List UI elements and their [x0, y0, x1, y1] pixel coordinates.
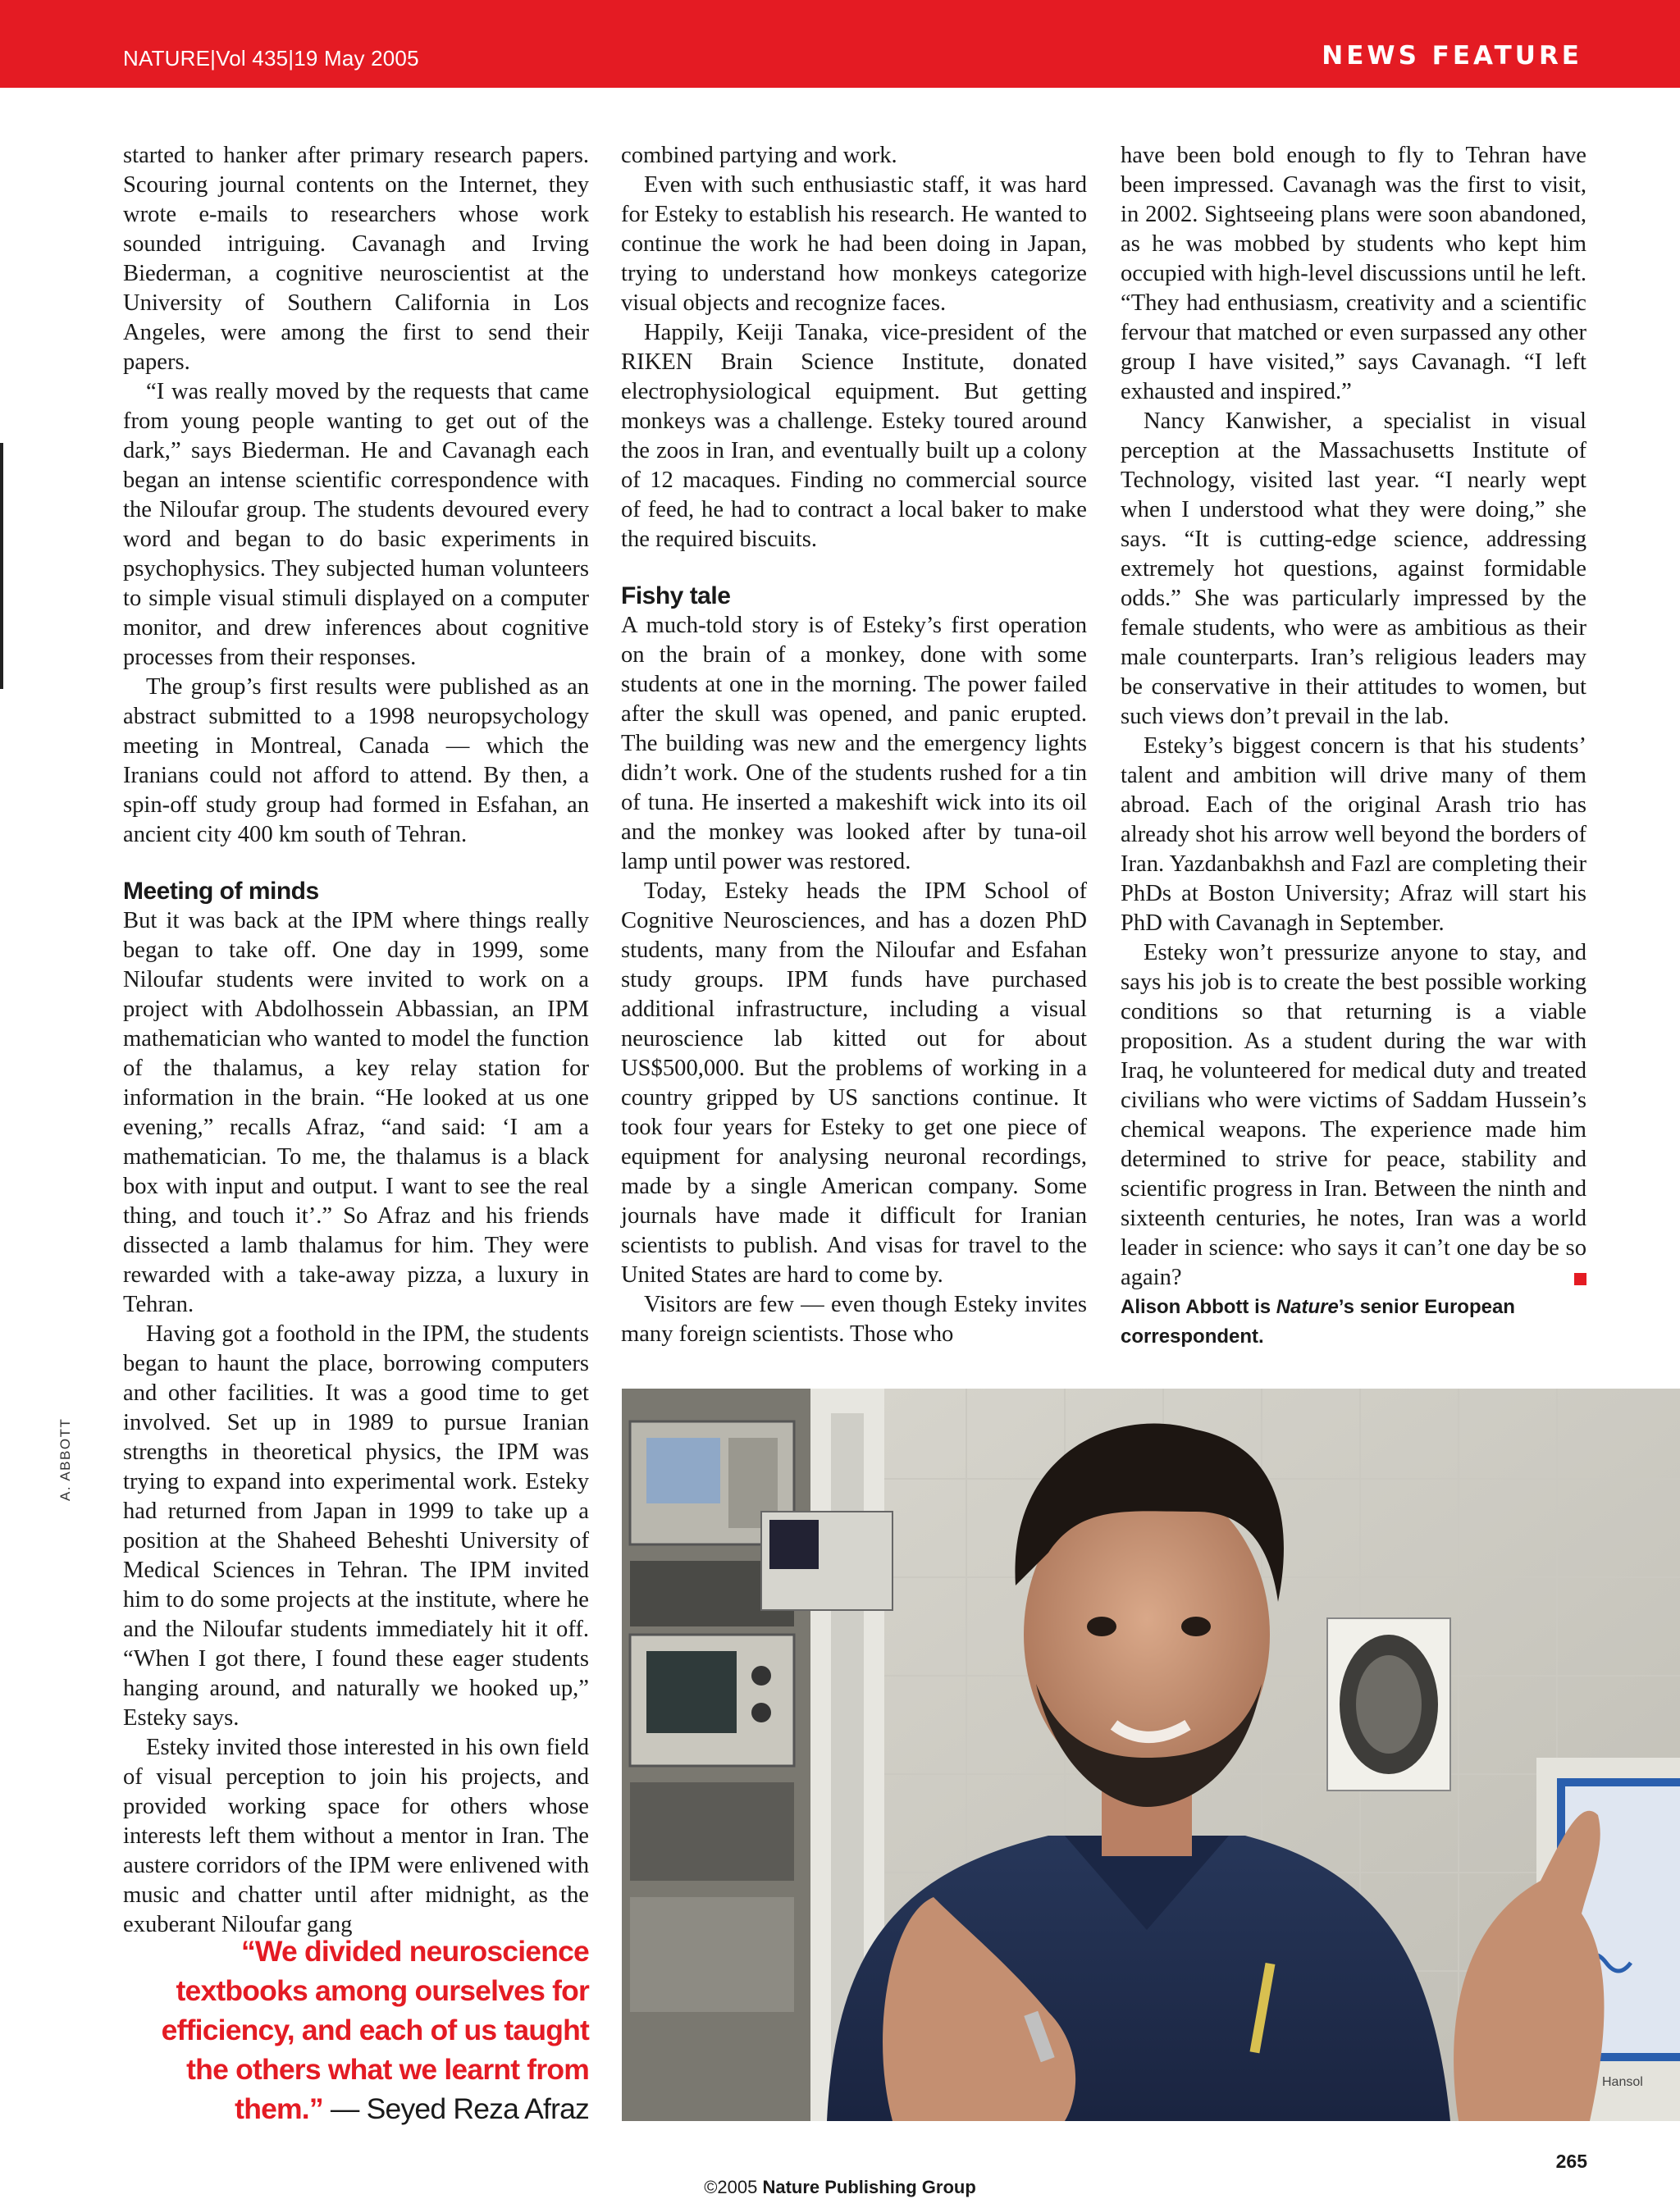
byline-rest: ’s senior European correspondent. [1121, 1296, 1515, 1348]
monitor-brand-label: Hansol [1602, 2075, 1643, 2089]
page-edge-mark [0, 443, 3, 689]
copyright-text: ©2005 [704, 2177, 763, 2197]
paragraph: Nancy Kanwisher, a specialist in visual perception at the Massachusetts Institute of Technology, visited last year. “I nearly wept when I understood what they were doing,” she says. “It is cutting-edge science, addressing extremely hot questions, against formidable odds.” She was particularly impressed by the female students, who were as ambitious as their male counterparts. Iran’s religious leaders may be conservative in their attitudes to women, but such views don’t prevail in the lab. [1121, 408, 1586, 729]
journal-reference: NATURE|Vol 435|19 May 2005 [123, 46, 419, 71]
header-banner [0, 0, 1680, 88]
article-column-3 [1121, 141, 1586, 1352]
end-mark-icon [1574, 1273, 1586, 1285]
paragraph: “I was really moved by the requests that came from young people wanting to get out of the dark,” says Biederman. He and Cavanagh each began an intense scientific correspondence with the Niloufar group. The students devoured every word and began to do basic experiments in psychophysics. They subjected human volunteers to simple visual stimuli displayed on a computer monitor, and drew inferences about cognitive processes from their responses. [123, 379, 589, 670]
photo-credit: A. ABBOTT [57, 1417, 73, 1501]
paragraph: Today, Esteky heads the IPM School of Cognitive Neurosciences, and has a dozen PhD students, many from the Niloufar and Esfahan study groups. IPM funds have purchased additional infrastructure, including a visual neuroscience lab kitted out for about US$500,000. But the problems of working in a country gripped by US sanctions continue. It took four years for Esteky to get one piece of equipment for analysing neuronal recordings, made by a single American company. Some journals have made it difficult for Iranian scientists to publish. And visas for travel to the United States are hard to come by. [621, 878, 1087, 1288]
paragraph: started to hanker after primary research papers. Scouring journal contents on the Internet, they wrote e-mails to researchers whose work sounded intriguing. Cavanagh and Irving Biederman, a cognitive neuroscientist at the University of Southern California in Los Angeles, were among the first to send their papers. [123, 143, 589, 375]
paragraph: combined partying and work. [621, 143, 897, 168]
pull-quote-attribution: — Seyed Reza Afraz [322, 2092, 589, 2125]
publisher-name: Nature Publishing Group [762, 2177, 976, 2197]
paragraph: Even with such enthusiastic staff, it was hard for Esteky to establish his research. He wanted to continue the work he had been doing in Japan, trying to understand how monkeys categorize visual objects and recognize faces. [621, 172, 1087, 316]
page-number: 265 [1555, 2151, 1587, 2172]
paragraph: But it was back at the IPM where things really began to take off. One day in 1999, some Niloufar students were invited to work on a project with Abdolhossein Abbassian, an IPM mathematician who wanted to model the function of the thalamus, a key relay station for information in the brain. “He looked at us one evening,” recalls Afraz, “and said: ‘I am a mathematician. To me, the thalamus is a black box with input and output. I want to see the real thing, and touch it’.” So Afraz and his friends dissected a lamb thalamus for him. They were rewarded with a take-away pizza, a luxury in Tehran. [123, 908, 589, 1317]
scientist-photo [622, 1389, 1680, 2121]
pull-quote-text: “We divided neuroscience textbooks among ourselves for efficiency, and each of us taught the others what we learnt from them.” [161, 1935, 589, 2125]
pull-quote [123, 1932, 589, 2128]
paragraph: Having got a foothold in the IPM, the students began to haunt the place, borrowing computers and other facilities. It was a good time to get involved. Set up in 1989 to pursue Iranian strengths in theoretical physics, the IPM was trying to expand into experimental work. Esteky had returned from Japan in 1999 to take up a position at the Shaheed Beheshti University of Medical Sciences in Tehran. The IPM invited him to do some projects at the institute, where he and the Niloufar students immediately hit it off. “When I got there, I found these eager students hanging around, and naturally we hooked up,” Esteky says. [123, 1321, 589, 1731]
paragraph-final [1121, 938, 1586, 1293]
paragraph: Esteky’s biggest concern is that his students’ talent and ambition will drive many of them abroad. Each of the original Arash trio has already shot his arrow well beyond the borders of Iran. Yazdanbakhsh and Fazl are completing their PhDs at Boston University; Afraz will start his PhD with Cavanagh in September. [1121, 733, 1586, 936]
footer-copyright [0, 2177, 1680, 2198]
paragraph: A much-told story is of Esteky’s first operation on the brain of a monkey, done with some students at one in the morning. The power failed after the skull was opened, and panic erupted. The building was new and the emergency lights didn’t work. One of the students rushed for a tin of tuna. He inserted a makeshift wick into its oil and the monkey was looked after by tuna-oil lamp until power was restored. [621, 613, 1087, 874]
paragraph: Happily, Keiji Tanaka, vice-president of the RIKEN Brain Science Institute, donated electrophysiological equipment. But getting monkeys was a challenge. Esteky toured around the zoos in Iran, and eventually built up a colony of 12 macaques. Finding no commercial source of feed, he had to contract a local baker to make the required biscuits. [621, 320, 1087, 552]
subheading-meeting-of-minds: Meeting of minds [123, 878, 319, 905]
paragraph: The group’s first results were published as an abstract submitted to a 1998 neuropsychology meeting in Montreal, Canada — which the Iranians could not afford to attend. By then, a spin-off study group had formed in Esfahan, an ancient city 400 km south of Tehran. [123, 674, 589, 847]
paragraph: Visitors are few — even though Esteky invites many foreign scientists. Those who [621, 1292, 1087, 1347]
section-label: NEWS FEATURE [1322, 41, 1582, 71]
wall-brain-scan [1327, 1618, 1450, 1791]
photo-illustration [622, 1389, 1680, 2121]
byline-journal: Nature [1276, 1296, 1339, 1318]
byline-name: Alison Abbott is [1121, 1296, 1276, 1318]
article-column-2 [621, 141, 1087, 1349]
paragraph: Esteky invited those interested in his own field of visual perception to join his projects, and provided working space for others whose interests left them without a mentor in Iran. The austere corridors of the IPM were enlivened with music and chatter until after midnight, as the exuberant Niloufar gang [123, 1735, 589, 1937]
paragraph-text: Esteky won’t pressurize anyone to stay, and says his job is to create the best possible working conditions so that returning is a viable proposition. As a student during the war with Iraq, he volunteered for medical duty and treated civilians who were victims of Saddam Hussein’s chemical weapons. The experience made him determined to strive for peace, stability and scientific progress in Iran. Between the ninth and sixteenth centuries, he notes, Iran was a world leader in science: who says it can’t one day be so again? [1121, 940, 1586, 1290]
subheading-fishy-tale: Fishy tale [621, 582, 731, 609]
article-column-1 [123, 141, 589, 1940]
paragraph: have been bold enough to fly to Tehran have been impressed. Cavanagh was the first to visit, in 2002. Sightseeing plans were soon abandoned, as he was mobbed by students who kept him occupied with high-level discussions until he left. “They had enthusiasm, creativity and a scientific fervour that matched or even surpassed any other group I have visited,” says Cavanagh. “I left exhausted and inspired.” [1121, 143, 1586, 404]
author-byline [1121, 1293, 1586, 1352]
